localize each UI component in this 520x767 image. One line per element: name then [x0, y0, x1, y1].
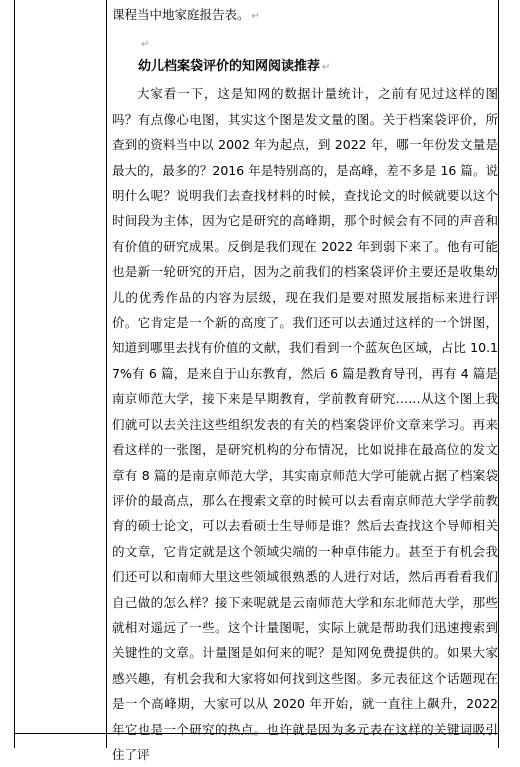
blank-paragraph [112, 29, 498, 54]
intro-text: 课程当中地家庭报告表。 [112, 7, 250, 22]
section-heading [112, 54, 498, 81]
paragraph-mark-icon: ↵ [322, 62, 331, 74]
column-divider [106, 0, 107, 748]
heading-text: 幼儿档案袋评价的知网阅读推荐 [138, 59, 321, 75]
body-paragraph: 大家看一下，这是知网的数据计量统计，之前有见过这样的图吗？有点像心电图，其实这个图是发文量的图。关于档案袋评价，所查到的资料当中以 2002 年为起点，到 2022 年，哪一年份发文量是最大的，最多的？2016 年是特别高的，是高峰，差不多是 16 篇。说明什么呢？说明我们去查找材料的时候，查找论文的时候就要以这个时间段为主体，因为它是研究的高峰期，那个时候会有不同的声音和有价值的研究成果。反倒是我们现在 2022 年到弱下来了。他有可能也是新一轮研究的开启，因为之前我们的档案袋评价主要还是收集幼儿的优秀作品的内容为层级，现在我们是要对照发展指标来进行评价。它肯定是一个新的高度了。我们还可以去通过这样的一个饼图，知道到哪里去找有价值的文献，我们看到一个蓝灰色区域，占比 10.17%有 6 篇，是来自于山东教育，然后 6 篇是教育导刊，再有 4 篇是南京师范大学，接下来是早期教育，学前教育研究……从这个图上我们就可以去关注这些组织发表的有关的档案袋评价文章来学习。再来看这样的一张图，是研究机构的分布情况，比如说排在最高位的发文章有 8 篇的是南京师范大学，其实南京师范大学可能就占据了档案袋评价的最高点，那么在搜索文章的时候可以去看南京师范大学学前教育的硕士论文，可以去看硕士生导师是谁？然后去查找这个导师相关的文章，它肯定就是这个领域尖端的一种卓伟能力。甚至于有机会我们还可以和南师大里这些领域很熟悉的人进行对话，然后再看看我们自己做的怎么样？接下来呢就是云南师范大学和东北师范大学，那些就相对遥远了一些。这个计量图呢，实际上就是帮助我们迅速搜索到关键性的文章。计量图是如何来的呢？是知网免费提供的。如果大家感兴趣，有机会我和大家将如何找到这些图。多元表征这个话题现在是一个高峰期，大家可以从 2020 年开始，就一直往上飙升，2022 年它也是一个研究的热点。也许就是因为多元表在这样的关键词吸引住了评 [112, 86, 498, 762]
text-cell [110, 0, 498, 767]
paragraph-mark-icon: ↵ [251, 11, 260, 22]
right-border [498, 0, 499, 748]
paragraph-mark-icon: ↵ [141, 39, 150, 51]
left-border [14, 0, 15, 748]
intro-line [112, 2, 498, 29]
